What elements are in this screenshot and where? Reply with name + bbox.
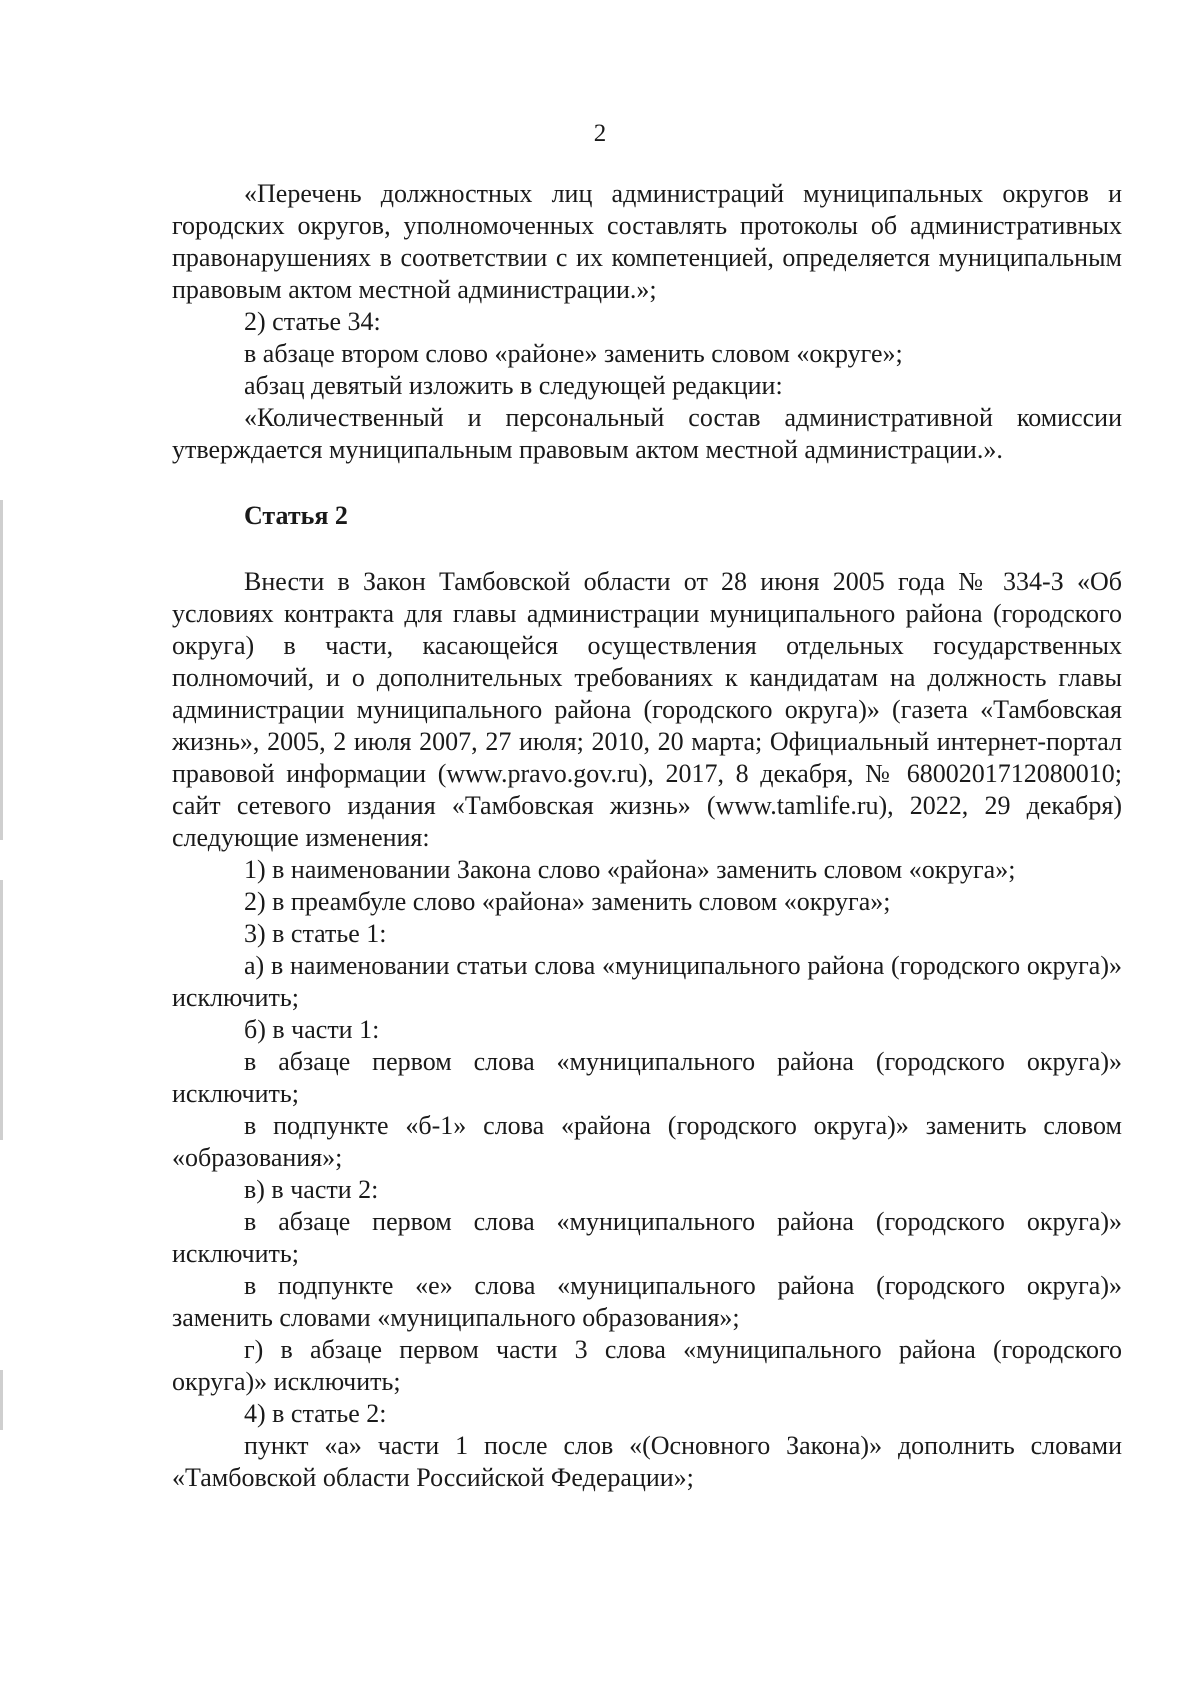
paragraph: в подпункте «б-1» слова «района (городского округа)» заменить словом «образования»;: [172, 1111, 1122, 1172]
paragraph: в подпункте «е» слова «муниципального района (городского округа)» заменить словами «муниципального образования»;: [172, 1271, 1122, 1332]
scan-edge-mark: [0, 880, 3, 1140]
paragraph: «Количественный и персональный состав административной комиссии утверждается муниципальным правовым актом местной администрации.».: [172, 403, 1122, 464]
article-heading: Статья 2: [244, 501, 348, 530]
paragraph: 3) в статье 1:: [244, 919, 387, 948]
scan-edge-mark: [0, 500, 3, 840]
paragraph: «Перечень должностных лиц администраций муниципальных округов и городских округов, уполномоченных составлять протоколы об административных правонарушениях в соответствии с их компетенцией, определяется муниципальным правовым актом местной администрации.»;: [172, 179, 1122, 304]
paragraph: 2) в преамбуле слово «района» заменить словом «округа»;: [244, 887, 891, 916]
paragraph: г) в абзаце первом части 3 слова «муниципального района (городского округа)» исключить;: [172, 1335, 1122, 1396]
paragraph: в) в части 2:: [244, 1175, 379, 1204]
document-body: [172, 178, 1122, 1494]
paragraph: в абзаце первом слова «муниципального района (городского округа)» исключить;: [172, 1207, 1122, 1268]
paragraph: 4) в статье 2:: [244, 1399, 387, 1428]
paragraph: б) в части 1:: [244, 1015, 380, 1044]
paragraph: 1) в наименовании Закона слово «района» заменить словом «округа»;: [244, 855, 1016, 884]
paragraph: абзац девятый изложить в следующей редакции:: [244, 371, 783, 400]
paragraph: Внести в Закон Тамбовской области от 28 июня 2005 года № 334-З «Об условиях контракта для главы администрации муниципального района (городского округа) в части, касающейся осуществления отдельных государственных полномочий, и о дополнительных требованиях к кандидатам на должность главы администрации муниципального района (городского округа)» (газета «Тамбовская жизнь», 2005, 2 июля 2007, 27 июля; 2010, 20 марта; Официальный интернет-портал правовой информации (www.pravo.gov.ru), 2017, 8 декабря, № 6800201712080010; сайт сетевого издания «Тамбовская жизнь» (www.tamlife.ru), 2022, 29 декабря) следующие изменения:: [172, 567, 1122, 852]
paragraph: в абзаце втором слово «районе» заменить словом «округе»;: [244, 339, 903, 368]
page-number: 2: [593, 120, 607, 147]
scan-edge-mark: [0, 1370, 3, 1430]
paragraph: а) в наименовании статьи слова «муниципального района (городского округа)» исключить;: [172, 951, 1122, 1012]
paragraph: 2) статье 34:: [244, 307, 381, 336]
paragraph: в абзаце первом слова «муниципального района (городского округа)» исключить;: [172, 1047, 1122, 1108]
paragraph: пункт «а» части 1 после слов «(Основного Закона)» дополнить словами «Тамбовской области Российской Федерации»;: [172, 1431, 1122, 1492]
